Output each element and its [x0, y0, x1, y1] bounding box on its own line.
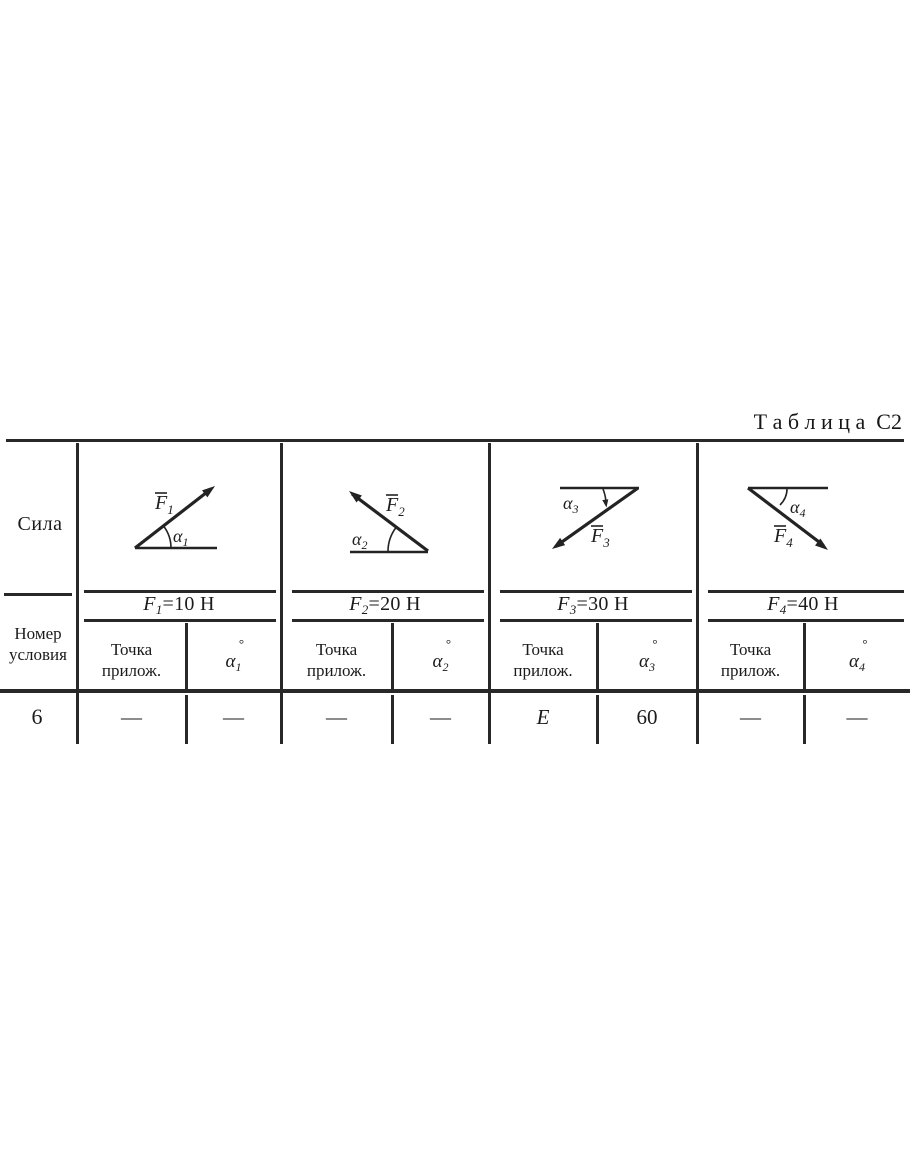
diagram2-force-label: $F_2$: [386, 494, 405, 519]
point-header-3: [492, 639, 594, 682]
grid-line: [84, 619, 276, 622]
table-heavy-rule: [0, 689, 910, 693]
alpha-sub: 4: [858, 660, 865, 674]
degree-sign: °: [862, 636, 868, 651]
diagram2-angle-arc: [388, 527, 396, 551]
force-row-label: Сила: [17, 513, 63, 535]
degree-sign: °: [445, 636, 452, 651]
diagram4-angle-arc: [780, 489, 787, 505]
grid-line: [803, 623, 806, 689]
grid-line: [500, 619, 692, 622]
diagram1-angle-label: $\alpha_1$: [173, 526, 189, 549]
force-symbol-sub: 1: [155, 602, 163, 617]
data-cell-1: —: [121, 705, 142, 729]
alpha-sub: 3: [648, 660, 655, 674]
point-header-line2: прилож.: [513, 661, 573, 681]
grid-line: [596, 623, 599, 689]
data-cell-8: —: [846, 705, 868, 729]
force-symbol: F: [143, 593, 156, 615]
degree-sign: °: [652, 636, 658, 651]
force-diagram-1: [85, 455, 275, 580]
diagram1-force-label: $F_1$: [155, 492, 174, 517]
data-cell-7: —: [740, 705, 761, 729]
grid-line: [488, 443, 491, 744]
force-value: =20 Н: [368, 593, 421, 615]
grid-line: [708, 619, 904, 622]
force-symbol: F: [557, 593, 570, 615]
angle-header-3: [600, 637, 694, 673]
alpha-symbol: α: [849, 651, 859, 672]
grid-line: [185, 623, 188, 689]
angle-header-4: [807, 637, 907, 673]
point-header-line1: Точка: [110, 640, 153, 659]
force-value: =40 Н: [786, 593, 839, 615]
alpha-sub: 2: [442, 660, 449, 674]
force-magnitude-2: [284, 593, 486, 618]
force-diagram-2: [290, 455, 480, 580]
angle-header-1: [189, 637, 278, 673]
point-header-1: [80, 639, 183, 682]
diagram4-angle-label: $\alpha_4$: [790, 497, 806, 520]
data-cell-5: E: [536, 705, 550, 729]
force-symbol: F: [767, 593, 780, 615]
data-cell-4: —: [430, 705, 451, 729]
point-header-line1: Точка: [315, 640, 358, 659]
grid-line: [803, 695, 806, 744]
degree-sign: °: [238, 636, 245, 651]
grid-line: [76, 443, 79, 744]
number-row-label-line1: Номер: [14, 624, 62, 643]
grid-line: [596, 695, 599, 744]
force-symbol-sub: 2: [361, 602, 369, 617]
force-value: =30 Н: [576, 593, 629, 615]
force-value: =10 Н: [162, 593, 215, 615]
diagram1-angle-arc: [163, 526, 171, 548]
force-magnitude-1: [80, 593, 278, 618]
force-diagram-3: [497, 455, 692, 580]
page-title: Т а б л и ц а С2: [753, 409, 902, 434]
point-header-line1: Точка: [729, 640, 772, 659]
grid-line: [280, 443, 283, 744]
grid-line: [391, 623, 394, 689]
angle-header-2: [395, 637, 486, 673]
grid-line: [292, 619, 484, 622]
point-header-2: [284, 639, 389, 682]
diagram2-angle-label: $\alpha_2$: [352, 529, 368, 552]
point-header-line1: Точка: [522, 640, 564, 659]
diagram3-angle-label: $\alpha_3$: [563, 493, 579, 516]
force-symbol-sub: 3: [569, 602, 577, 617]
point-header-4: [700, 639, 801, 682]
diagram4-force-label: $F_4$: [774, 525, 793, 550]
point-header-line2: прилож.: [101, 661, 162, 681]
point-header-line2: прилож.: [306, 661, 367, 681]
alpha-symbol: α: [639, 651, 649, 672]
force-diagram-4: [706, 455, 901, 580]
diagram3-angle-arrowhead: [602, 499, 608, 507]
data-cell-6: 60: [636, 705, 658, 729]
alpha-symbol: α: [225, 651, 236, 672]
alpha-symbol: α: [432, 651, 443, 672]
force-magnitude-3: [492, 593, 694, 618]
force-symbol: F: [349, 593, 362, 615]
condition-number: 6: [31, 704, 43, 729]
data-cell-3: —: [326, 705, 347, 729]
table-top-rule: [6, 439, 904, 442]
point-header-line2: прилож.: [720, 661, 781, 681]
number-row-label: [0, 624, 76, 666]
force-magnitude-4: [700, 593, 906, 618]
data-cell-2: —: [223, 705, 244, 729]
grid-line: [4, 593, 72, 596]
alpha-sub: 1: [235, 660, 242, 674]
grid-line: [391, 695, 394, 744]
diagram3-force-label: $F_3$: [591, 525, 610, 550]
grid-line: [185, 695, 188, 744]
number-row-label-line2: условия: [9, 644, 67, 664]
force-symbol-sub: 4: [779, 602, 787, 617]
grid-line: [696, 443, 699, 744]
